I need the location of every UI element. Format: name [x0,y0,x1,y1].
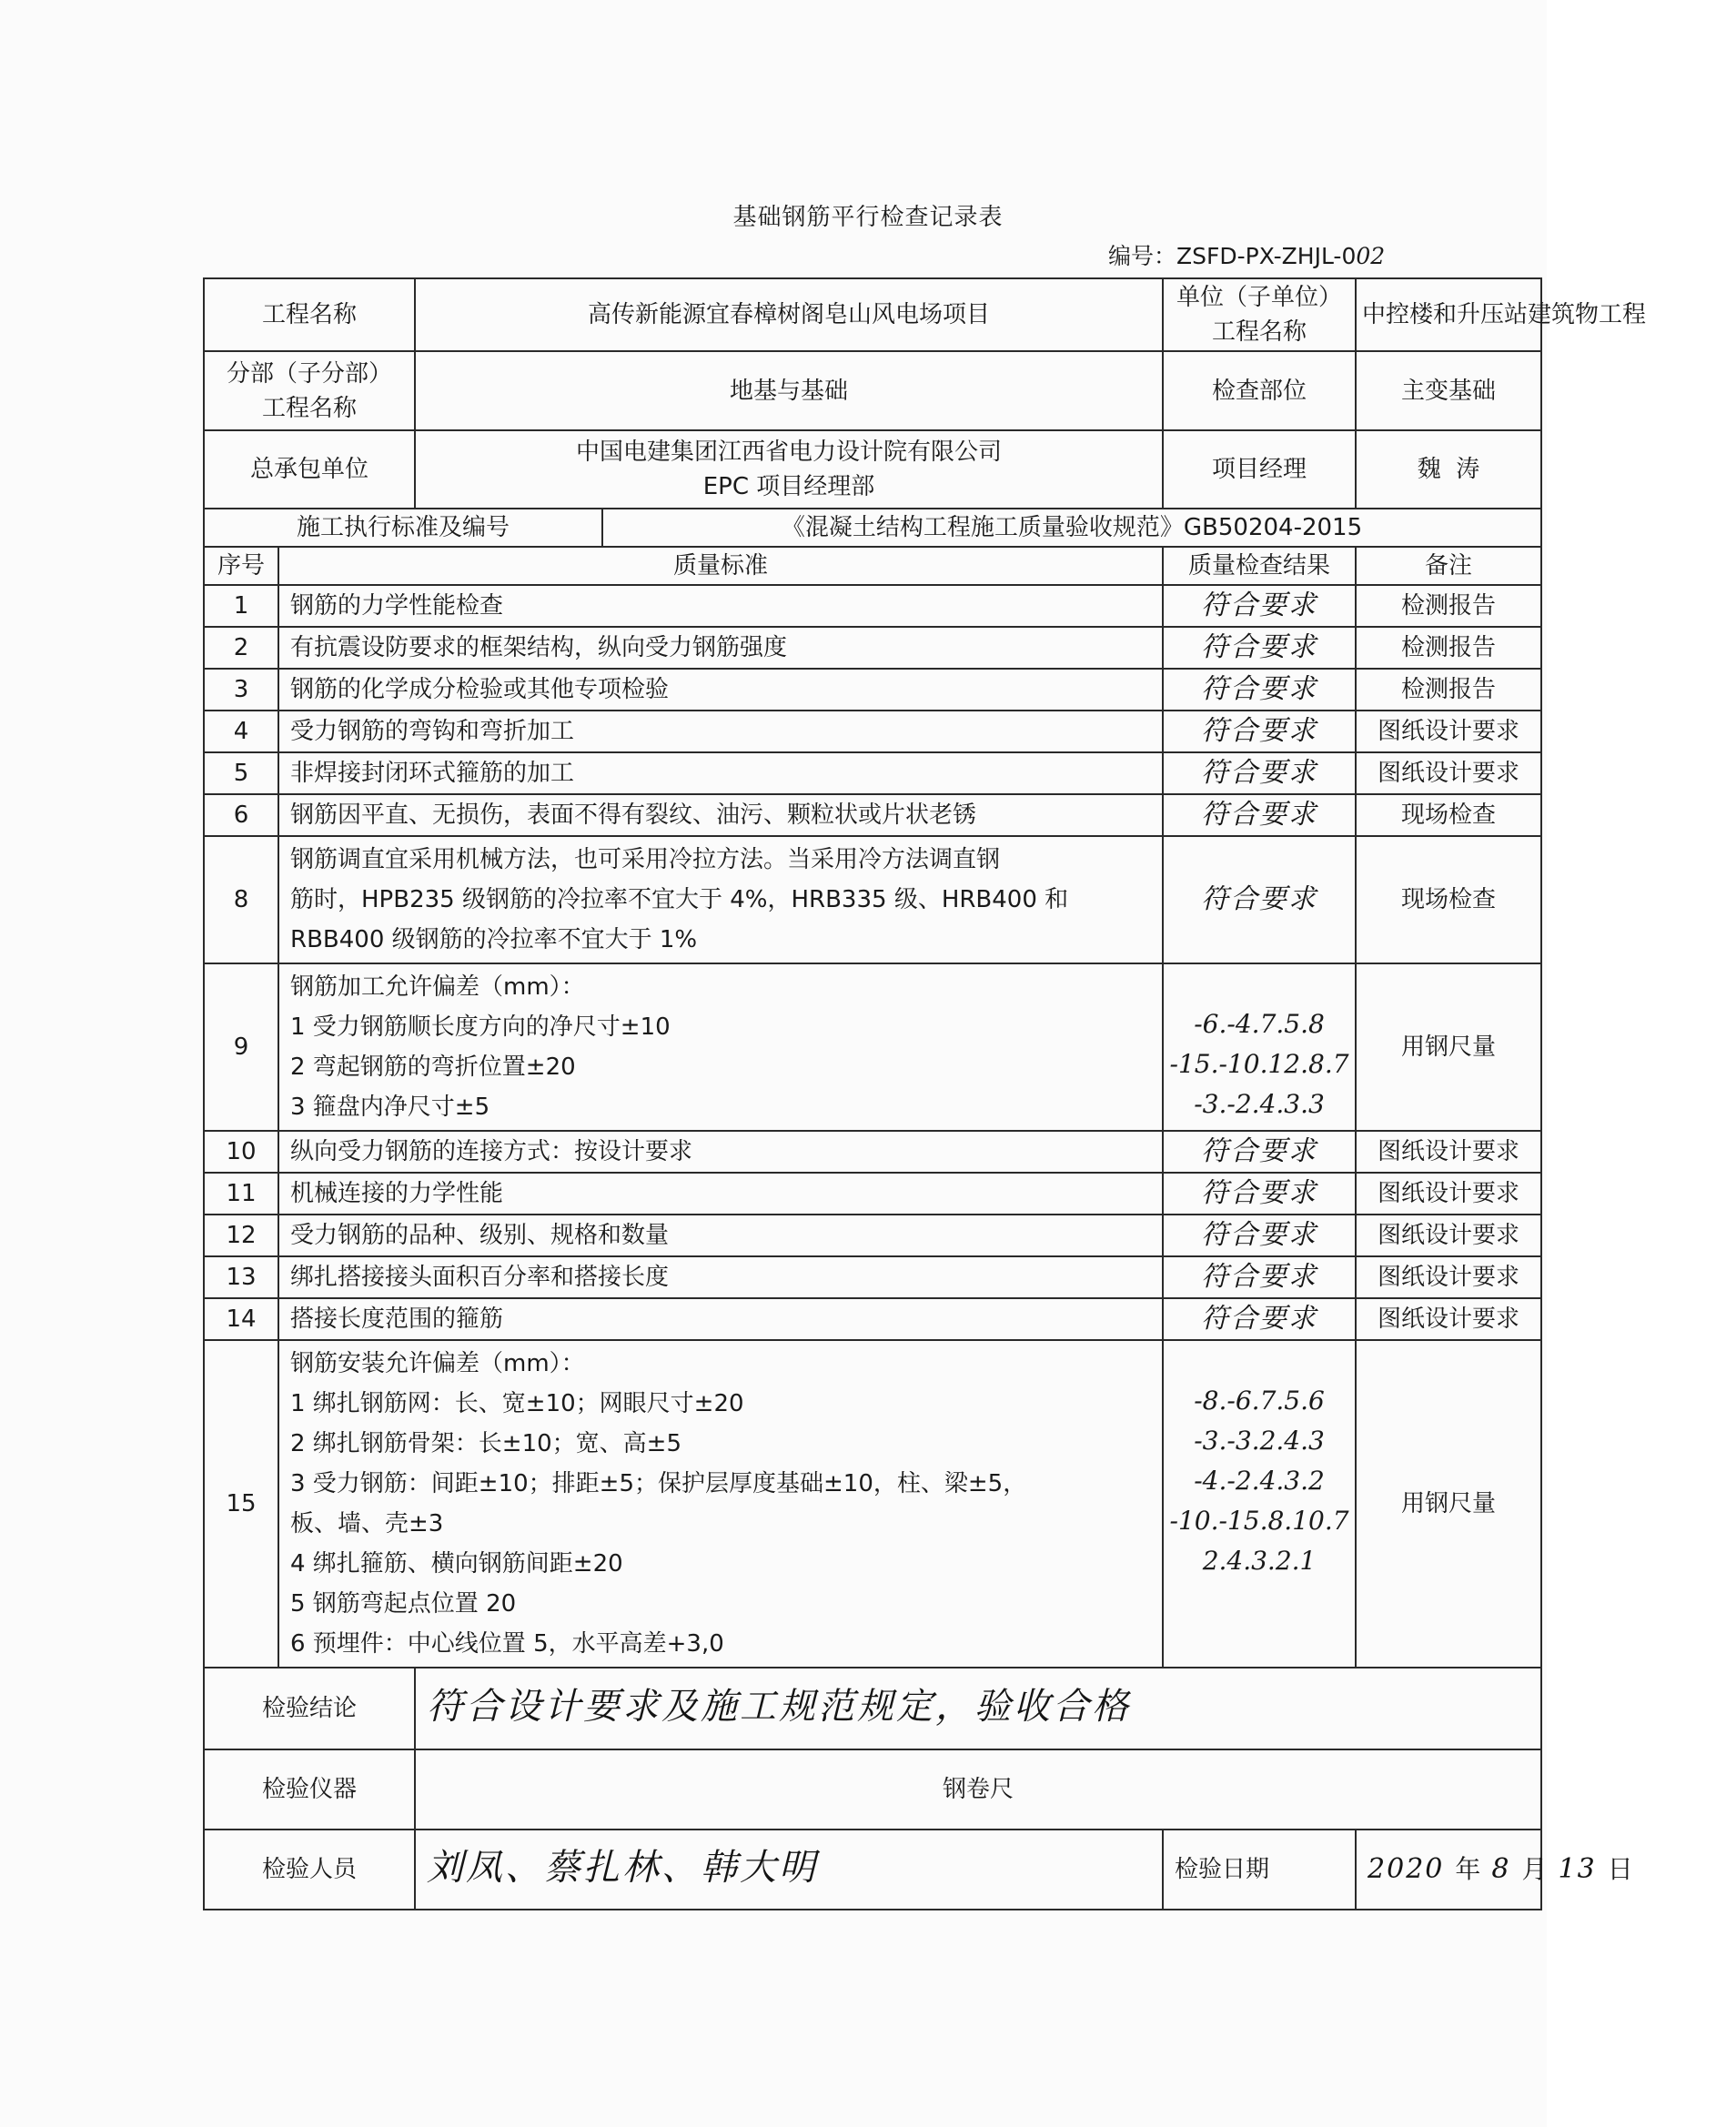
date-month-unit: 月 [1521,1854,1548,1884]
remark: 用钢尺量 [1356,963,1541,1131]
manager-value: 魏 涛 [1356,430,1541,509]
remark: 检测报告 [1356,669,1541,711]
check-result-handwritten [1163,1131,1356,1173]
column-header-row [204,547,1541,585]
standard-line: 板、墙、壳±3 [290,1510,444,1537]
quality-standard [278,1215,1163,1256]
standard-line: 绑扎搭接接头面积百分率和搭接长度 [290,1264,670,1291]
check-result-handwritten [1163,585,1356,627]
inspect-part-label: 检查部位 [1163,351,1356,430]
inspection-form-table [203,277,1647,1910]
table-row [204,1215,1541,1256]
remark: 现场检查 [1356,836,1541,963]
date-year-unit: 年 [1455,1854,1481,1884]
quality-standard [278,1298,1163,1340]
row-number: 13 [204,1256,278,1298]
standard-line: 6 预埋件：中心线位置 5，水平高差+3,0 [290,1630,724,1658]
doc-no-handwritten: 02 [1356,243,1386,269]
row-number: 14 [204,1298,278,1340]
standard-line: 1 绑扎钢筋网：长、宽±10；网眼尺寸±20 [290,1390,744,1417]
remark: 图纸设计要求 [1356,1131,1541,1173]
table-row [204,1298,1541,1340]
row-number: 11 [204,1173,278,1215]
standard-line: 钢筋调直宜采用机械方法，也可采用冷拉方法。当采用冷方法调直钢 [290,846,1001,873]
row-number: 3 [204,669,278,711]
remark: 图纸设计要求 [1356,752,1541,794]
quality-standard [278,963,1163,1131]
date-day: 13 [1558,1853,1597,1885]
quality-standard [278,585,1163,627]
inspect-part-value: 主变基础 [1356,351,1541,430]
quality-standard [278,794,1163,836]
quality-standard [278,1173,1163,1215]
inspector-signatures [415,1830,1163,1910]
table-row [204,1173,1541,1215]
result-text: 符合要求 [1201,1302,1318,1335]
check-result-handwritten [1163,1298,1356,1340]
check-result-handwritten [1163,836,1356,963]
measured-values: -8.-6.7.5.6 [1194,1386,1325,1416]
quality-standard [278,1256,1163,1298]
standard-line: 1 受力钢筋顺长度方向的净尺寸±10 [290,1013,671,1041]
standard-value: 《混凝土结构工程施工质量验收规范》GB50204-2015 [602,509,1541,547]
document-number [1108,238,1385,271]
conclusion-text: 符合设计要求及施工规范规定，验收合格 [427,1685,1132,1728]
date-month: 8 [1491,1853,1511,1885]
row-number: 1 [204,585,278,627]
row-number: 8 [204,836,278,963]
standard-line: 2 绑扎钢筋骨架：长±10；宽、高±5 [290,1430,682,1457]
standard-line: 筋时，HPB235 级钢筋的冷拉率不宜大于 4%，HRB335 级、HRB400 和 [290,886,1069,913]
subdivision-value: 地基与基础 [415,351,1163,430]
subdivision-row [204,351,1541,430]
contractor-label: 总承包单位 [204,430,415,509]
standard-line: 搭接长度范围的箍筋 [290,1305,504,1333]
quality-standard [278,627,1163,669]
measured-values: -4.-2.4.3.2 [1194,1466,1325,1496]
unit-project-label-line1: 单位（子单位） [1176,284,1343,311]
measured-values: -3.-3.2.4.3 [1194,1426,1325,1456]
result-text: 符合要求 [1201,882,1318,915]
standard-line: 钢筋的力学性能检查 [290,592,504,620]
table-row [204,711,1541,752]
check-result-handwritten [1163,669,1356,711]
conclusion-label: 检验结论 [204,1668,415,1749]
standard-line: 有抗震设防要求的框架结构，纵向受力钢筋强度 [290,634,788,661]
standard-line: 钢筋安装允许偏差（mm）： [290,1350,585,1377]
remark: 检测报告 [1356,627,1541,669]
contractor-line1: 中国电建集团江西省电力设计院有限公司 [576,439,1003,466]
date-label: 检验日期 [1163,1830,1356,1910]
standard-line: 3 受力钢筋：间距±10；排距±5；保护层厚度基础±10，柱、梁±5， [290,1470,1027,1497]
measured-values: -6.-4.7.5.8 [1194,1009,1325,1039]
remark: 检测报告 [1356,585,1541,627]
result-text: 符合要求 [1201,630,1318,663]
col-result-header: 质量检查结果 [1163,547,1356,585]
check-result-handwritten [1163,1340,1356,1668]
inspector-label: 检验人员 [204,1830,415,1910]
table-row [204,1340,1541,1668]
remark: 图纸设计要求 [1356,1298,1541,1340]
inspection-rows [204,585,1541,1668]
standard-line: 受力钢筋的弯钩和弯折加工 [290,718,575,745]
standard-line: 机械连接的力学性能 [290,1180,504,1207]
measured-values: -15.-10.12.8.7 [1169,1049,1349,1079]
result-text: 符合要求 [1201,589,1318,621]
subdivision-label-line2: 工程名称 [262,394,358,422]
table-row [204,836,1541,963]
standard-line: 钢筋的化学成分检验或其他专项检验 [290,676,670,703]
contractor-row [204,430,1541,509]
date-day-unit: 日 [1607,1854,1633,1884]
check-result-handwritten [1163,1256,1356,1298]
doc-no-label: 编号： [1108,243,1177,269]
unit-project-value: 中控楼和升压站建筑物工程 [1356,278,1541,351]
remark: 用钢尺量 [1356,1340,1541,1668]
quality-standard [278,711,1163,752]
standard-line: 钢筋加工允许偏差（mm）： [290,973,585,1001]
date-year: 2020 [1368,1853,1445,1885]
row-number: 4 [204,711,278,752]
project-name-value: 高传新能源宜春樟树阁皂山风电场项目 [415,278,1163,351]
remark: 现场检查 [1356,794,1541,836]
col-standard-header: 质量标准 [278,547,1163,585]
project-name-label: 工程名称 [204,278,415,351]
subdivision-label [204,351,415,430]
standard-line: RBB400 级钢筋的冷拉率不宜大于 1% [290,926,698,953]
page-title: 基础钢筋平行检查记录表 [732,204,1004,231]
standard-line: 4 绑扎箍筋、横向钢筋间距±20 [290,1550,623,1578]
unit-project-label-line2: 工程名称 [1212,318,1307,346]
result-text: 符合要求 [1201,798,1318,831]
result-text: 符合要求 [1201,1260,1318,1293]
instrument-value: 钢卷尺 [415,1749,1541,1830]
col-no-header: 序号 [204,547,278,585]
result-text: 符合要求 [1201,1218,1318,1251]
standard-line: 受力钢筋的品种、级别、规格和数量 [290,1222,670,1249]
table-row [204,1256,1541,1298]
check-result-handwritten [1163,963,1356,1131]
result-text: 符合要求 [1201,672,1318,705]
measured-values: -3.-2.4.3.3 [1194,1089,1325,1119]
check-result-handwritten [1163,1215,1356,1256]
contractor-value [415,430,1163,509]
row-number: 2 [204,627,278,669]
conclusion-handwritten [415,1668,1541,1749]
measured-values: 2.4.3.2.1 [1202,1546,1317,1576]
quality-standard [278,1340,1163,1668]
manager-label: 项目经理 [1163,430,1356,509]
conclusion-row [204,1668,1541,1749]
measured-values: -10.-15.8.10.7 [1169,1506,1349,1536]
footer-rows [204,1668,1633,1910]
date-value [1356,1830,1633,1910]
row-number: 15 [204,1340,278,1668]
row-number: 9 [204,963,278,1131]
standard-line: 3 箍盘内净尺寸±5 [290,1094,490,1121]
remark: 图纸设计要求 [1356,711,1541,752]
quality-standard [278,752,1163,794]
row-number: 5 [204,752,278,794]
row-number: 6 [204,794,278,836]
table-row [204,1131,1541,1173]
row-number: 12 [204,1215,278,1256]
check-result-handwritten [1163,1173,1356,1215]
subdivision-label-line1: 分部（子分部） [227,359,393,388]
table-row [204,585,1541,627]
check-result-handwritten [1163,711,1356,752]
standard-row [204,509,1541,547]
remark: 图纸设计要求 [1356,1215,1541,1256]
check-result-handwritten [1163,627,1356,669]
project-row [204,278,1541,351]
standard-line: 非焊接封闭环式箍筋的加工 [290,760,575,787]
instrument-label: 检验仪器 [204,1749,415,1830]
table-row [204,963,1541,1131]
table-row [204,627,1541,669]
result-text: 符合要求 [1201,1134,1318,1167]
quality-standard [278,1131,1163,1173]
standard-label: 施工执行标准及编号 [204,509,602,547]
quality-standard [278,836,1163,963]
standard-line: 纵向受力钢筋的连接方式：按设计要求 [290,1138,693,1165]
standard-line: 2 弯起钢筋的弯折位置±20 [290,1053,576,1081]
row-number: 10 [204,1131,278,1173]
table-row [204,669,1541,711]
table-row [204,752,1541,794]
result-text: 符合要求 [1201,756,1318,789]
check-result-handwritten [1163,752,1356,794]
remark: 图纸设计要求 [1356,1173,1541,1215]
quality-standard [278,669,1163,711]
check-result-handwritten [1163,794,1356,836]
col-remark-header: 备注 [1356,547,1541,585]
doc-no-printed: ZSFD-PX-ZHJL-0 [1176,243,1357,269]
inspector-names: 刘凤、蔡扎林、韩大明 [427,1846,819,1889]
standard-line: 钢筋因平直、无损伤，表面不得有裂纹、油污、颗粒状或片状老锈 [290,801,977,829]
standard-line: 5 钢筋弯起点位置 20 [290,1590,517,1618]
result-text: 符合要求 [1201,714,1318,747]
contractor-line2: EPC 项目经理部 [702,473,875,500]
remark: 图纸设计要求 [1356,1256,1541,1298]
table-row [204,794,1541,836]
instrument-row [204,1749,1541,1830]
unit-project-label [1163,278,1356,351]
inspector-row [204,1830,1541,1910]
result-text: 符合要求 [1201,1176,1318,1209]
